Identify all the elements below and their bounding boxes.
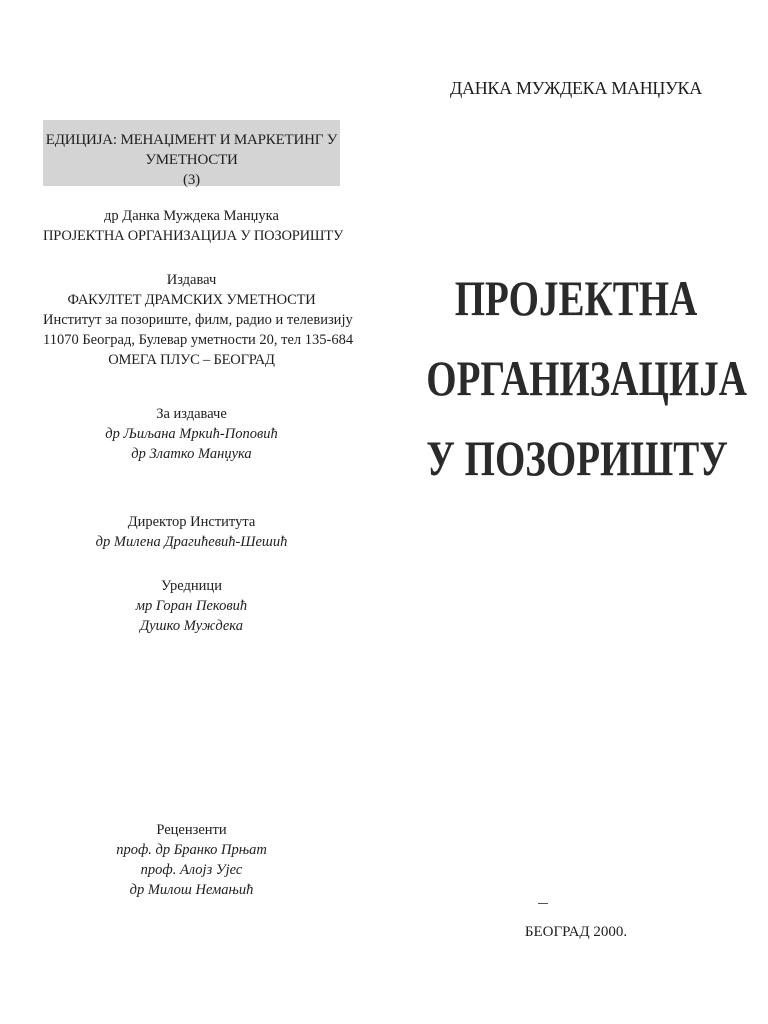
- book-title: ПРОЈЕКТНА ОРГАНИЗАЦИЈА У ПОЗОРИШТУ: [43, 228, 344, 244]
- reviewer-name: проф. др Бранко Прњат: [116, 842, 267, 858]
- book-info: [43, 206, 344, 246]
- series-number: (3): [183, 172, 200, 188]
- publisher-name: ФАКУЛТЕТ ДРАМСКИХ УМЕТНОСТИ: [67, 292, 316, 308]
- title-line: У ПОЗОРИШТУ: [426, 430, 728, 486]
- publisher-institute: Институт за позориште, филм, радио и телевизију: [43, 312, 353, 328]
- publisher-label: Издавач: [166, 272, 217, 288]
- editor-name: Душко Муждека: [140, 618, 243, 634]
- publisher-address: 11070 Београд, Булевар уметности 20, тел 135-684: [43, 332, 354, 348]
- copublisher-name: ОМЕГА ПЛУС – БЕОГРАД: [108, 352, 275, 368]
- editors-info: [43, 576, 340, 636]
- series-name: ЕДИЦИЈА: МЕНАЏМЕНТ И МАРКЕТИНГ У УМЕТНОСТИ: [45, 132, 338, 168]
- title-line: ОРГАНИЗАЦИЈА: [426, 350, 747, 406]
- reviewer-name: др Милош Немањић: [129, 882, 254, 898]
- publisher-info: [43, 270, 354, 370]
- director-info: [43, 512, 340, 552]
- reviewers-info: [43, 820, 340, 900]
- for-publisher-name: др Љиљана Мркић-Поповић: [105, 426, 278, 442]
- editor-name: мр Горан Пековић: [135, 598, 248, 614]
- title-page-author: ДАНКА МУЖДЕКА МАНЏУКА: [450, 78, 702, 98]
- reviewer-name: проф. Алојз Ујес: [140, 862, 243, 878]
- editors-label: Уредници: [161, 578, 222, 594]
- right-page-title: [384, 0, 768, 1024]
- title-line: ПРОЈЕКТНА: [454, 270, 698, 326]
- book-author: др Данка Муждека Манџука: [104, 208, 279, 224]
- place-and-year: БЕОГРАД 2000.: [524, 924, 628, 940]
- for-publisher-name: др Златко Манџука: [131, 446, 252, 462]
- for-publisher-info: [43, 404, 340, 464]
- reviewers-label: Рецензенти: [156, 822, 227, 838]
- director-name: др Милена Драгићевић-Шешић: [95, 534, 288, 550]
- book-main-title: [426, 258, 747, 498]
- series-box: [43, 120, 340, 186]
- director-label: Директор Института: [127, 514, 256, 530]
- separator-dash: [538, 903, 548, 904]
- for-publisher-label: За издаваче: [156, 406, 227, 422]
